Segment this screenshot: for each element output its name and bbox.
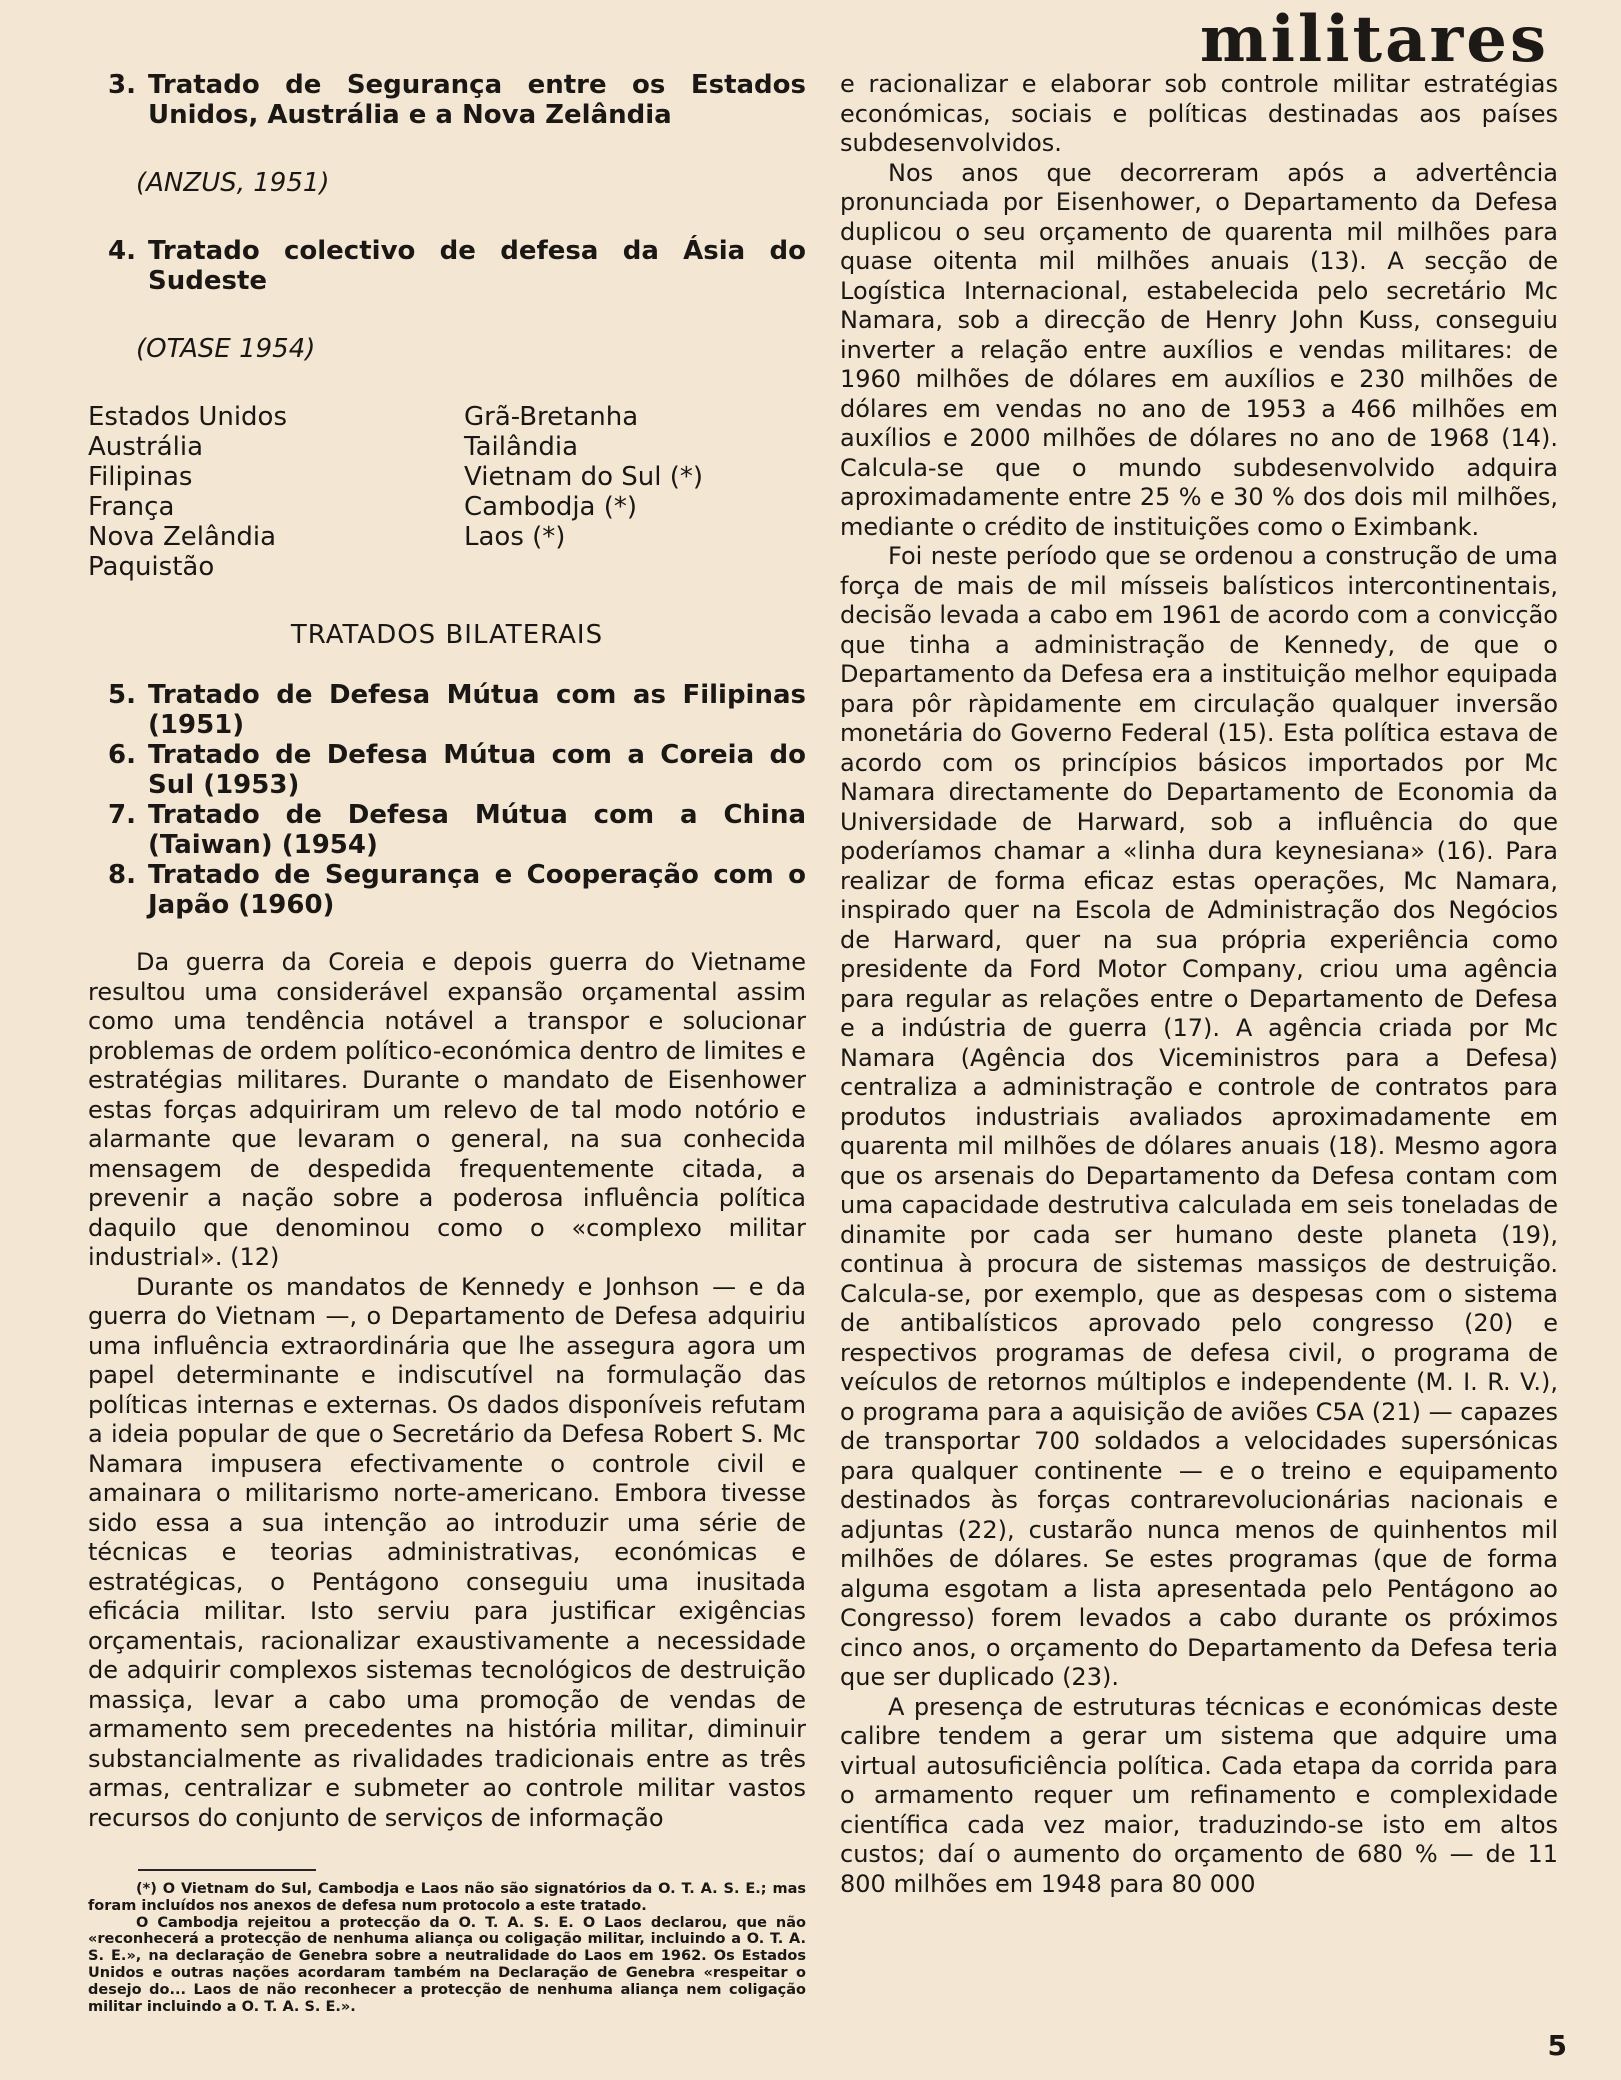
country-item: Vietnam do Sul (*) [464, 462, 704, 492]
treaty-item [88, 800, 806, 860]
treaty-item [88, 740, 806, 800]
paragraph: e racionalizar e elaborar sob controle militar estratégias económicas, sociais e políticas destinadas aos países subdesenvolvidos. [840, 70, 1558, 157]
treaty-title: Tratado de Segurança e Cooperação com o Japão (1960) [148, 860, 806, 920]
paragraph: Da guerra da Coreia e depois guerra do Vietname resultou uma considerável expansão orçamental assim como uma tendência notável a transpor e solucionar problemas de ordem político-económica dentro de limites e estratégias militares. Durante o mandato de Eisenhower estas forças adquiriram um relevo de tal modo notório e alarmante que levaram o general, na sua conhecida mensagem de despedida frequentemente citada, a prevenir a nação sobre a poderosa influência política daquilo que denominou como o «complexo militar industrial». (12) [88, 948, 806, 1271]
country-item: França [88, 492, 175, 522]
article-body-right [840, 70, 1558, 1899]
treaty-number: 8. [108, 860, 136, 890]
footnote: O Cambodja rejeitou a protecção da O. T. A. S. E. O Laos declarou, que não «reconhecerá a protecção de nenhuma aliança ou coligação militar, incluindo a O. T. A. S. E.», na declaração de Genebra sobre a neutralidade do Laos em 1962. Os Estados Unidos e outras nações acordaram também na Declaração de Genebra «respeitar o desejo do... Laos de não reconhecer a protecção de nenhuma aliança nem coligação militar incluindo a O. T. A. S. E.». [88, 1914, 806, 2015]
section-heading: TRATADOS BILATERAIS [290, 620, 604, 650]
treaty-number: 3. [108, 70, 136, 100]
member-countries [88, 402, 806, 582]
countries-list-left [88, 402, 464, 582]
treaty-number: 7. [108, 800, 136, 830]
treaty-abbreviation: (ANZUS, 1951) [136, 168, 330, 198]
bilateral-treaties [88, 680, 806, 920]
treaty-title: Tratado de Defesa Mútua com as Filipinas (1951) [148, 680, 806, 740]
treaty-item [88, 860, 806, 920]
treaty-item [88, 70, 806, 130]
treaty-item [88, 236, 806, 296]
treaty-title: Tratado de Defesa Mútua com a China (Taiwan) (1954) [148, 800, 806, 860]
treaty-number: 6. [108, 740, 136, 770]
footnote-divider [138, 1869, 316, 1871]
paragraph: Nos anos que decorreram após a advertência pronunciada por Eisenhower, o Departamento da Defesa duplicou o seu orçamento de quarenta mil milhões para quase oitenta mil milhões anuais (13). A secção de Logística Internacional, estabelecida pelo secretário Mc Namara, sob a direcção de Henry John Kuss, conseguiu inverter a relação entre auxílios e vendas militares: de 1960 milhões de dólares em auxílios e 230 milhões de dólares em vendas no ano de 1953 a 466 milhões em auxílios e 2000 milhões de dólares no ano de 1968 (14). Calcula-se que o mundo subdesenvolvido adquira aproximadamente entre 25 % e 30 % dos dois mil milhões, mediante o crédito de instituições como o Eximbank. [840, 158, 1558, 541]
country-item: Laos (*) [464, 522, 566, 552]
country-item: Paquistão [88, 552, 215, 582]
treaty-title: Tratado colectivo de defesa da Ásia do Sudeste [148, 236, 806, 296]
page-number: 5 [1547, 2029, 1567, 2062]
right-column [840, 70, 1558, 1899]
treaty-title: Tratado de Defesa Mútua com a Coreia do Sul (1953) [148, 740, 806, 800]
paragraph: Foi neste período que se ordenou a construção de uma força de mais de mil mísseis balísticos intercontinentais, decisão levada a cabo em 1961 de acordo com a convicção que tinha a administração de Kennedy, de que o Departamento da Defesa era a instituição melhor equipada para pôr ràpidamente em circulação qualquer inversão monetária do Governo Federal (15). Esta política estava de acordo com os princípios básicos importados por Mc Namara directamente do Departamento de Economia da Universidade de Harward, sob a influência do que poderíamos chamar a «linha dura keynesiana» (16). Para realizar de forma eficaz estas operações, Mc Namara, inspirado quer na Escola de Administração dos Negócios de Harward, quer na sua própria experiência como presidente da Ford Motor Company, criou uma agência para regular as relações entre o Departamento de Defesa e a indústria de guerra (17). A agência criada por Mc Namara (Agência dos Viceministros para a Defesa) centraliza a administração e controle de contratos para produtos industriais avaliados aproximadamente em quarenta mil milhões de dólares anuais (18). Mesmo agora que os arsenais do Departamento da Defesa contam com uma capacidade destrutiva calculada em seis toneladas de dinamite por cada ser humano deste planeta (19), continua à procura de sistemas massiços de destruição. Calcula-se, por exemplo, que as despesas com o sistema de antibalísticos aprovado pelo congresso (20) e respectivos programas de defesa civil, o programa de veículos de retornos múltiplos e independente (M. I. R. V.), o programa para a aquisição de aviões C5A (21) — capazes de transportar 700 soldados a velocidades supersónicas para qualquer continente — e o treino e equipamento destinados às forças contrarevolucionárias nacionais e adjuntas (22), custarão nunca menos de quinhentos mil milhões de dólares. Se estes programas (que de forma alguma esgotam a lista apresentada pelo Pentágono ao Congresso) forem levados a cabo durante os próximos cinco anos, o orçamento do Departamento da Defesa teria que ser duplicado (23). [840, 542, 1558, 1691]
country-item: Nova Zelândia [88, 522, 277, 552]
country-item: Filipinas [88, 462, 193, 492]
countries-list-right [464, 402, 703, 582]
article-body-left [88, 948, 806, 1833]
country-item: Estados Unidos [88, 402, 288, 432]
left-column [88, 70, 806, 2015]
footnote: (*) O Vietnam do Sul, Cambodja e Laos não são signatórios da O. T. A. S. E.; mas foram incluídos nos anexos de defesa num protocolo a este tratado. [88, 1881, 806, 1914]
treaty-item [88, 680, 806, 740]
paragraph: Durante os mandatos de Kennedy e Jonhson — e da guerra do Vietnam —, o Departamento de Defesa adquiriu uma influência extraordinária que lhe assegura agora um papel determinante e indiscutível na formulação das políticas internas e externas. Os dados disponíveis refutam a ideia popular de que o Secretário da Defesa Robert S. Mc Namara impusera efectivamente o controle civil e amainara o militarismo norte-americano. Embora tivesse sido essa a sua intenção ao introduzir uma série de técnicas e teorias administrativas, económicas e estratégicas, o Pentágono conseguiu uma inusitada eficácia militar. Isto serviu para justificar exigências orçamentais, racionalizar exaustivamente a necessidade de adquirir complexos sistemas tecnológicos de destruição massiça, levar a cabo uma promoção de vendas de armamento sem precedentes na história militar, diminuir substancialmente as rivalidades tradicionais entre as três armas, centralizar e submeter ao controle militar vastos recursos do conjunto de serviços de informação [88, 1272, 806, 1832]
footnotes [88, 1881, 806, 2015]
country-item: Grã-Bretanha [464, 402, 639, 432]
treaty-abbreviation: (OTASE 1954) [136, 334, 316, 364]
paragraph: A presença de estruturas técnicas e económicas deste calibre tendem a gerar um sistema que adquire uma virtual autosuficiência política. Cada etapa da corrida para o armamento requer um refinamento e complexidade científica cada vez maior, traduzindo-se isto em altos custos; daí o aumento do orçamento de 680 % — de 11 800 milhões em 1948 para 80 000 [840, 1692, 1558, 1898]
country-item: Austrália [88, 432, 204, 462]
country-item: Cambodja (*) [464, 492, 638, 522]
running-head: militares [1199, 2, 1549, 77]
treaty-number: 4. [108, 236, 136, 266]
treaty-number: 5. [108, 680, 136, 710]
treaty-title: Tratado de Segurança entre os Estados Unidos, Austrália e a Nova Zelândia [148, 70, 806, 130]
country-item: Tailândia [464, 432, 579, 462]
